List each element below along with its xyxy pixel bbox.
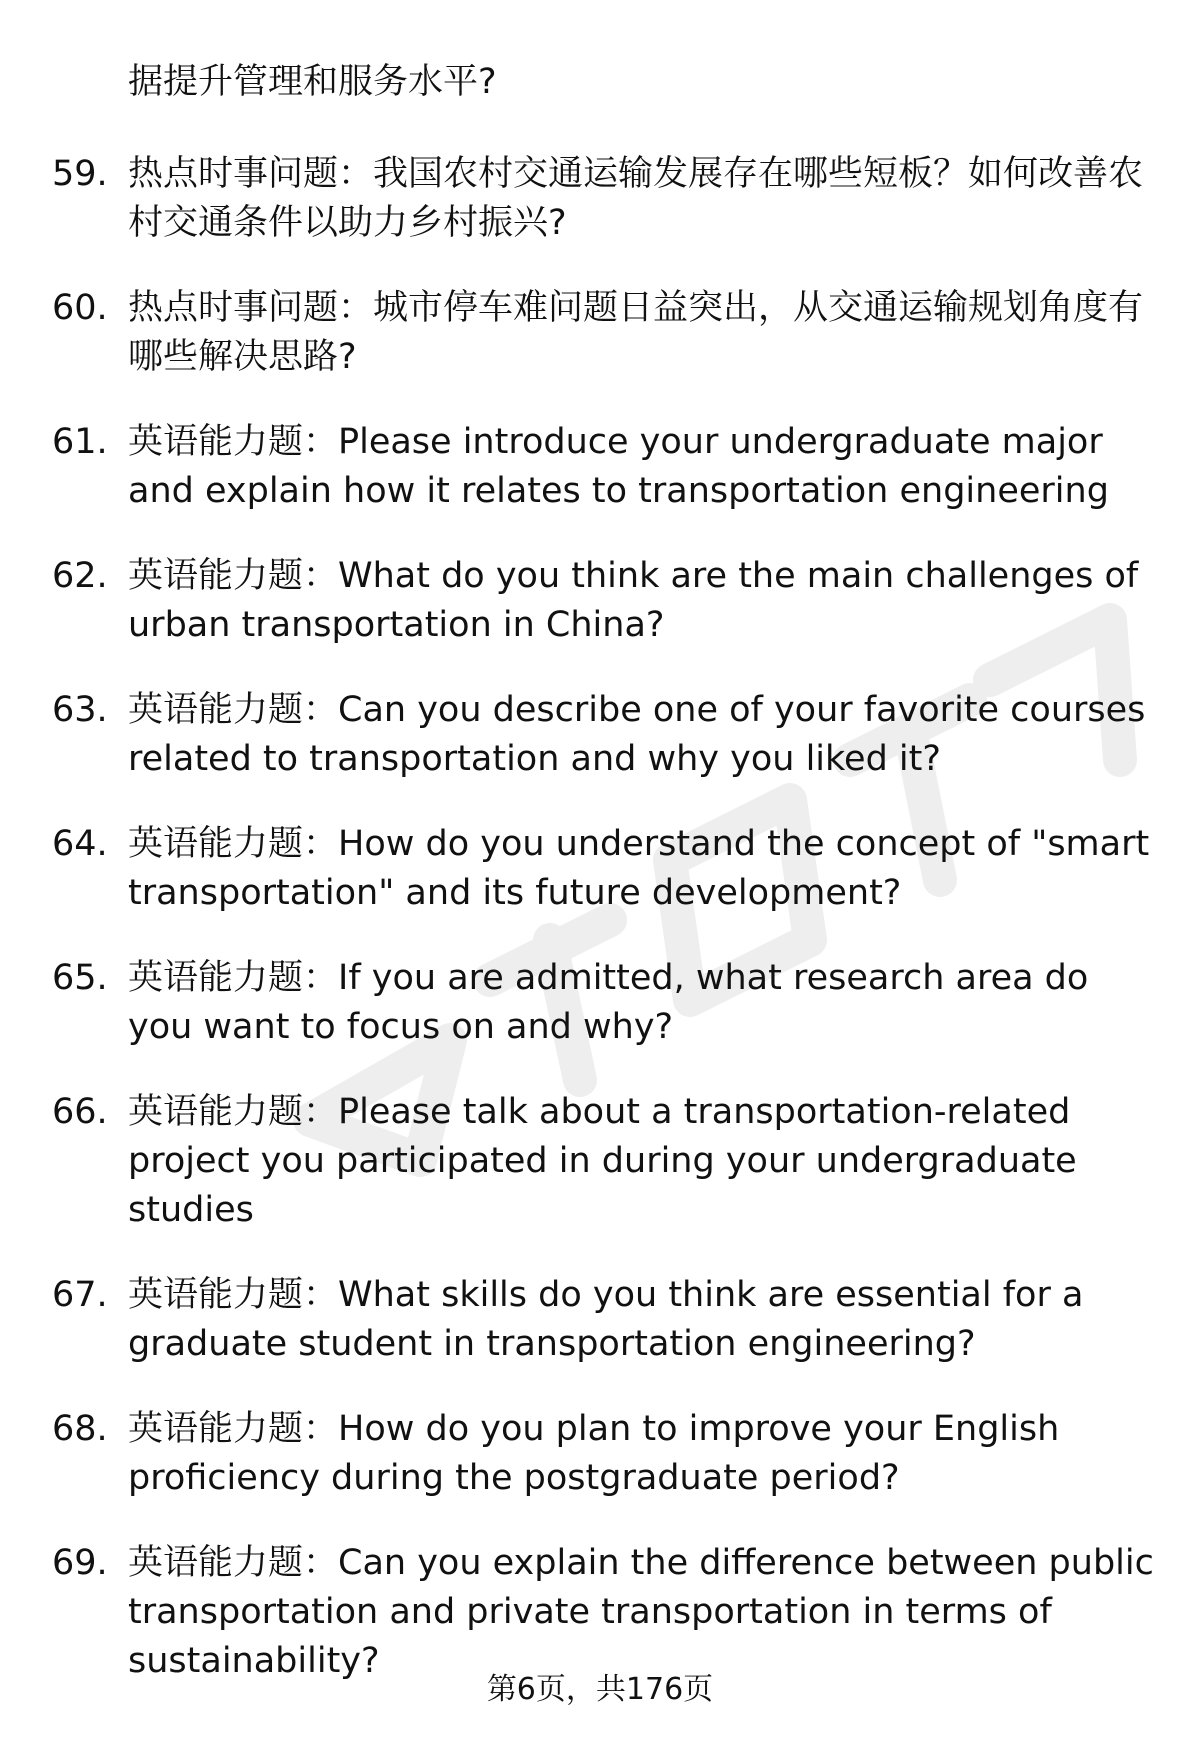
question-text: 英语能力题：Can you explain the difference between public transportation and private transportation in terms of sustainability?: [128, 1543, 1154, 1681]
question-number: 60.: [52, 288, 108, 328]
question-item: [0, 1539, 1200, 1686]
question-number: 68.: [52, 1409, 108, 1449]
question-text: 英语能力题：How do you plan to improve your English proficiency during the postgraduate period?: [128, 1409, 1060, 1498]
question-item: [0, 418, 1200, 516]
question-text: 英语能力题：Please introduce your undergraduate major and explain how it relates to transportation engineering: [128, 422, 1109, 511]
question-item: [0, 954, 1200, 1052]
question-text: 英语能力题：What do you think are the main challenges of urban transportation in China?: [128, 556, 1139, 645]
question-text: 英语能力题：What skills do you think are essential for a graduate student in transportation engineering?: [128, 1275, 1084, 1364]
question-item: [0, 686, 1200, 784]
question-text: 英语能力题：If you are admitted, what research area do you want to focus on and why?: [128, 958, 1089, 1047]
question-number: 69.: [52, 1543, 108, 1583]
question-number: 67.: [52, 1275, 108, 1315]
question-number: 66.: [52, 1092, 108, 1132]
question-text: 英语能力题：Can you describe one of your favorite courses related to transportation and why you liked it?: [128, 690, 1146, 779]
question-text: 英语能力题：Please talk about a transportation-related project you participated in during your undergraduate studies: [128, 1092, 1077, 1230]
continuation-text: 据提升管理和服务水平?: [128, 62, 497, 102]
question-item: [0, 150, 1200, 248]
page-footer: 第6页，共176页: [486, 1672, 714, 1707]
question-number: 64.: [52, 824, 108, 864]
question-item: [0, 284, 1200, 382]
question-number: 63.: [52, 690, 108, 730]
question-number: 61.: [52, 422, 108, 462]
question-list: [0, 150, 1200, 1722]
question-item: [0, 820, 1200, 918]
question-item: [0, 1088, 1200, 1235]
question-number: 65.: [52, 958, 108, 998]
question-text: 热点时事问题：我国农村交通运输发展存在哪些短板？如何改善农村交通条件以助力乡村振兴?: [128, 154, 1144, 243]
question-number: 62.: [52, 556, 108, 596]
question-item: [0, 1271, 1200, 1369]
question-number: 59.: [52, 154, 108, 194]
question-text: 英语能力题：How do you understand the concept of "smart transportation" and its future development?: [128, 824, 1150, 913]
question-text: 热点时事问题：城市停车难问题日益突出，从交通运输规划角度有哪些解决思路?: [128, 288, 1144, 377]
question-item: [0, 1405, 1200, 1503]
question-item: [0, 552, 1200, 650]
